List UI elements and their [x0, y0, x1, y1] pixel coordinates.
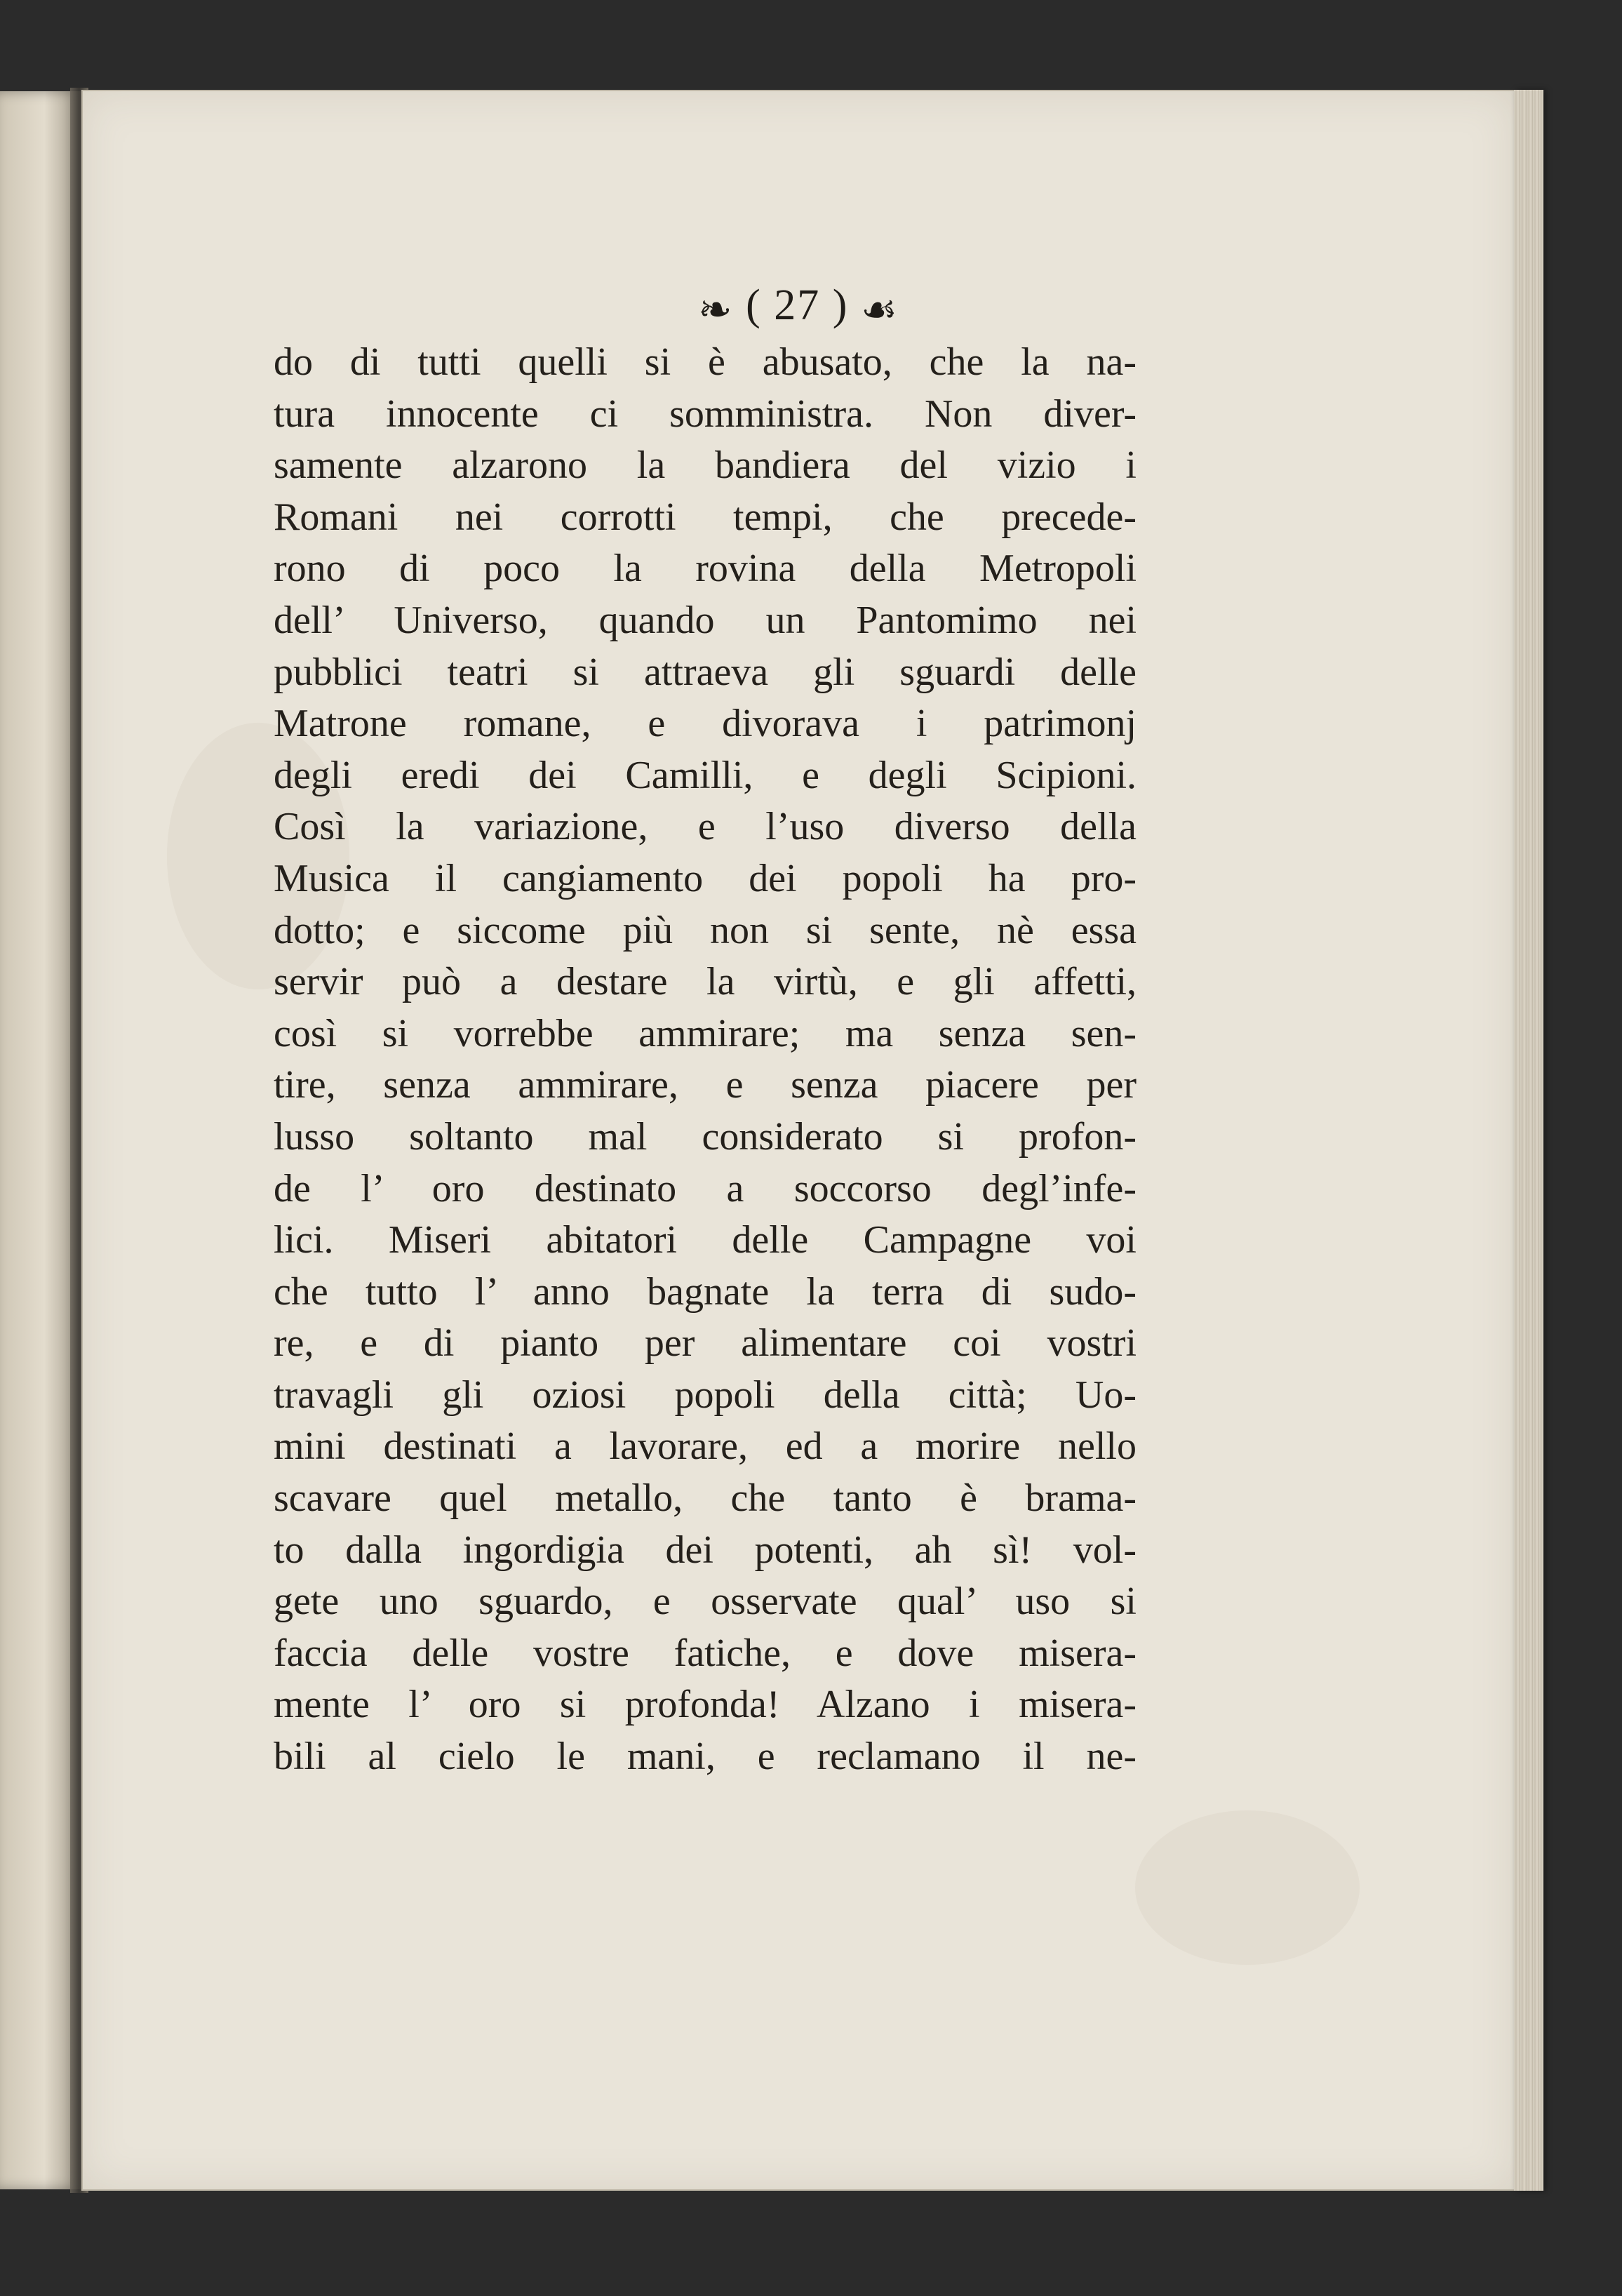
text-line: Musica il cangiamento dei popoli ha pro-	[274, 856, 1137, 900]
left-page-edge	[0, 91, 81, 2189]
text-line: Matrone romane, e divorava i patrimonj	[274, 702, 1137, 746]
text-line: servir può a destare la virtù, e gli affetti,	[274, 960, 1137, 1004]
left-ornament: ❧	[698, 286, 734, 333]
text-line: travagli gli oziosi popoli della città; Uo-	[274, 1373, 1137, 1417]
paper-stain	[1135, 1810, 1360, 1965]
text-line: gete uno sguardo, e osservate qual’ uso si	[274, 1580, 1137, 1624]
text-line: così si vorrebbe ammirare; ma senza sen-	[274, 1011, 1137, 1055]
body-text	[274, 337, 1137, 1783]
text-line: re, e di pianto per alimentare coi vostri	[274, 1321, 1137, 1366]
text-line: scavare quel metallo, che tanto è brama-	[274, 1476, 1137, 1521]
text-line: rono di poco la rovina della Metropoli	[274, 547, 1137, 591]
text-line: mini destinati a lavorare, ed a morire nello	[274, 1424, 1137, 1469]
text-line: Così la variazione, e l’uso diverso della	[274, 805, 1137, 849]
text-line: che tutto l’ anno bagnate la terra di sudo-	[274, 1269, 1137, 1314]
text-line: lici. Miseri abitatori delle Campagne voi	[274, 1218, 1137, 1262]
right-ornament: ☙	[860, 286, 899, 333]
page-header	[83, 281, 1514, 333]
text-line: pubblici teatri si attraeva gli sguardi delle	[274, 650, 1137, 694]
page-stack-edge	[1514, 90, 1543, 2191]
text-line: lusso soltanto mal considerato si profon-	[274, 1114, 1137, 1159]
text-line: mente l’ oro si profonda! Alzano i misera-	[274, 1683, 1137, 1727]
text-line: Romani nei corrotti tempi, che precede-	[274, 495, 1137, 539]
text-line: bili al cielo le mani, e reclamano il ne-	[274, 1735, 1137, 1779]
text-line: tire, senza ammirare, e senza piacere per	[274, 1063, 1137, 1107]
text-line: dotto; e siccome più non si sente, nè essa	[274, 908, 1137, 952]
text-line: degli eredi dei Camilli, e degli Scipioni.	[274, 753, 1137, 797]
page-number: ( 27 )	[746, 281, 849, 329]
text-line: dell’ Universo, quando un Pantomimo nei	[274, 598, 1137, 642]
text-line: to dalla ingordigia dei potenti, ah sì! vol-	[274, 1528, 1137, 1572]
text-line: samente alzarono la bandiera del vizio i	[274, 443, 1137, 488]
text-line: tura innocente ci somministra. Non diver-	[274, 392, 1137, 436]
text-line: de l’ oro destinato a soccorso degl’infe-	[274, 1166, 1137, 1210]
text-line: do di tutti quelli si è abusato, che la na-	[274, 340, 1137, 384]
text-line: faccia delle vostre fatiche, e dove misera-	[274, 1631, 1137, 1675]
